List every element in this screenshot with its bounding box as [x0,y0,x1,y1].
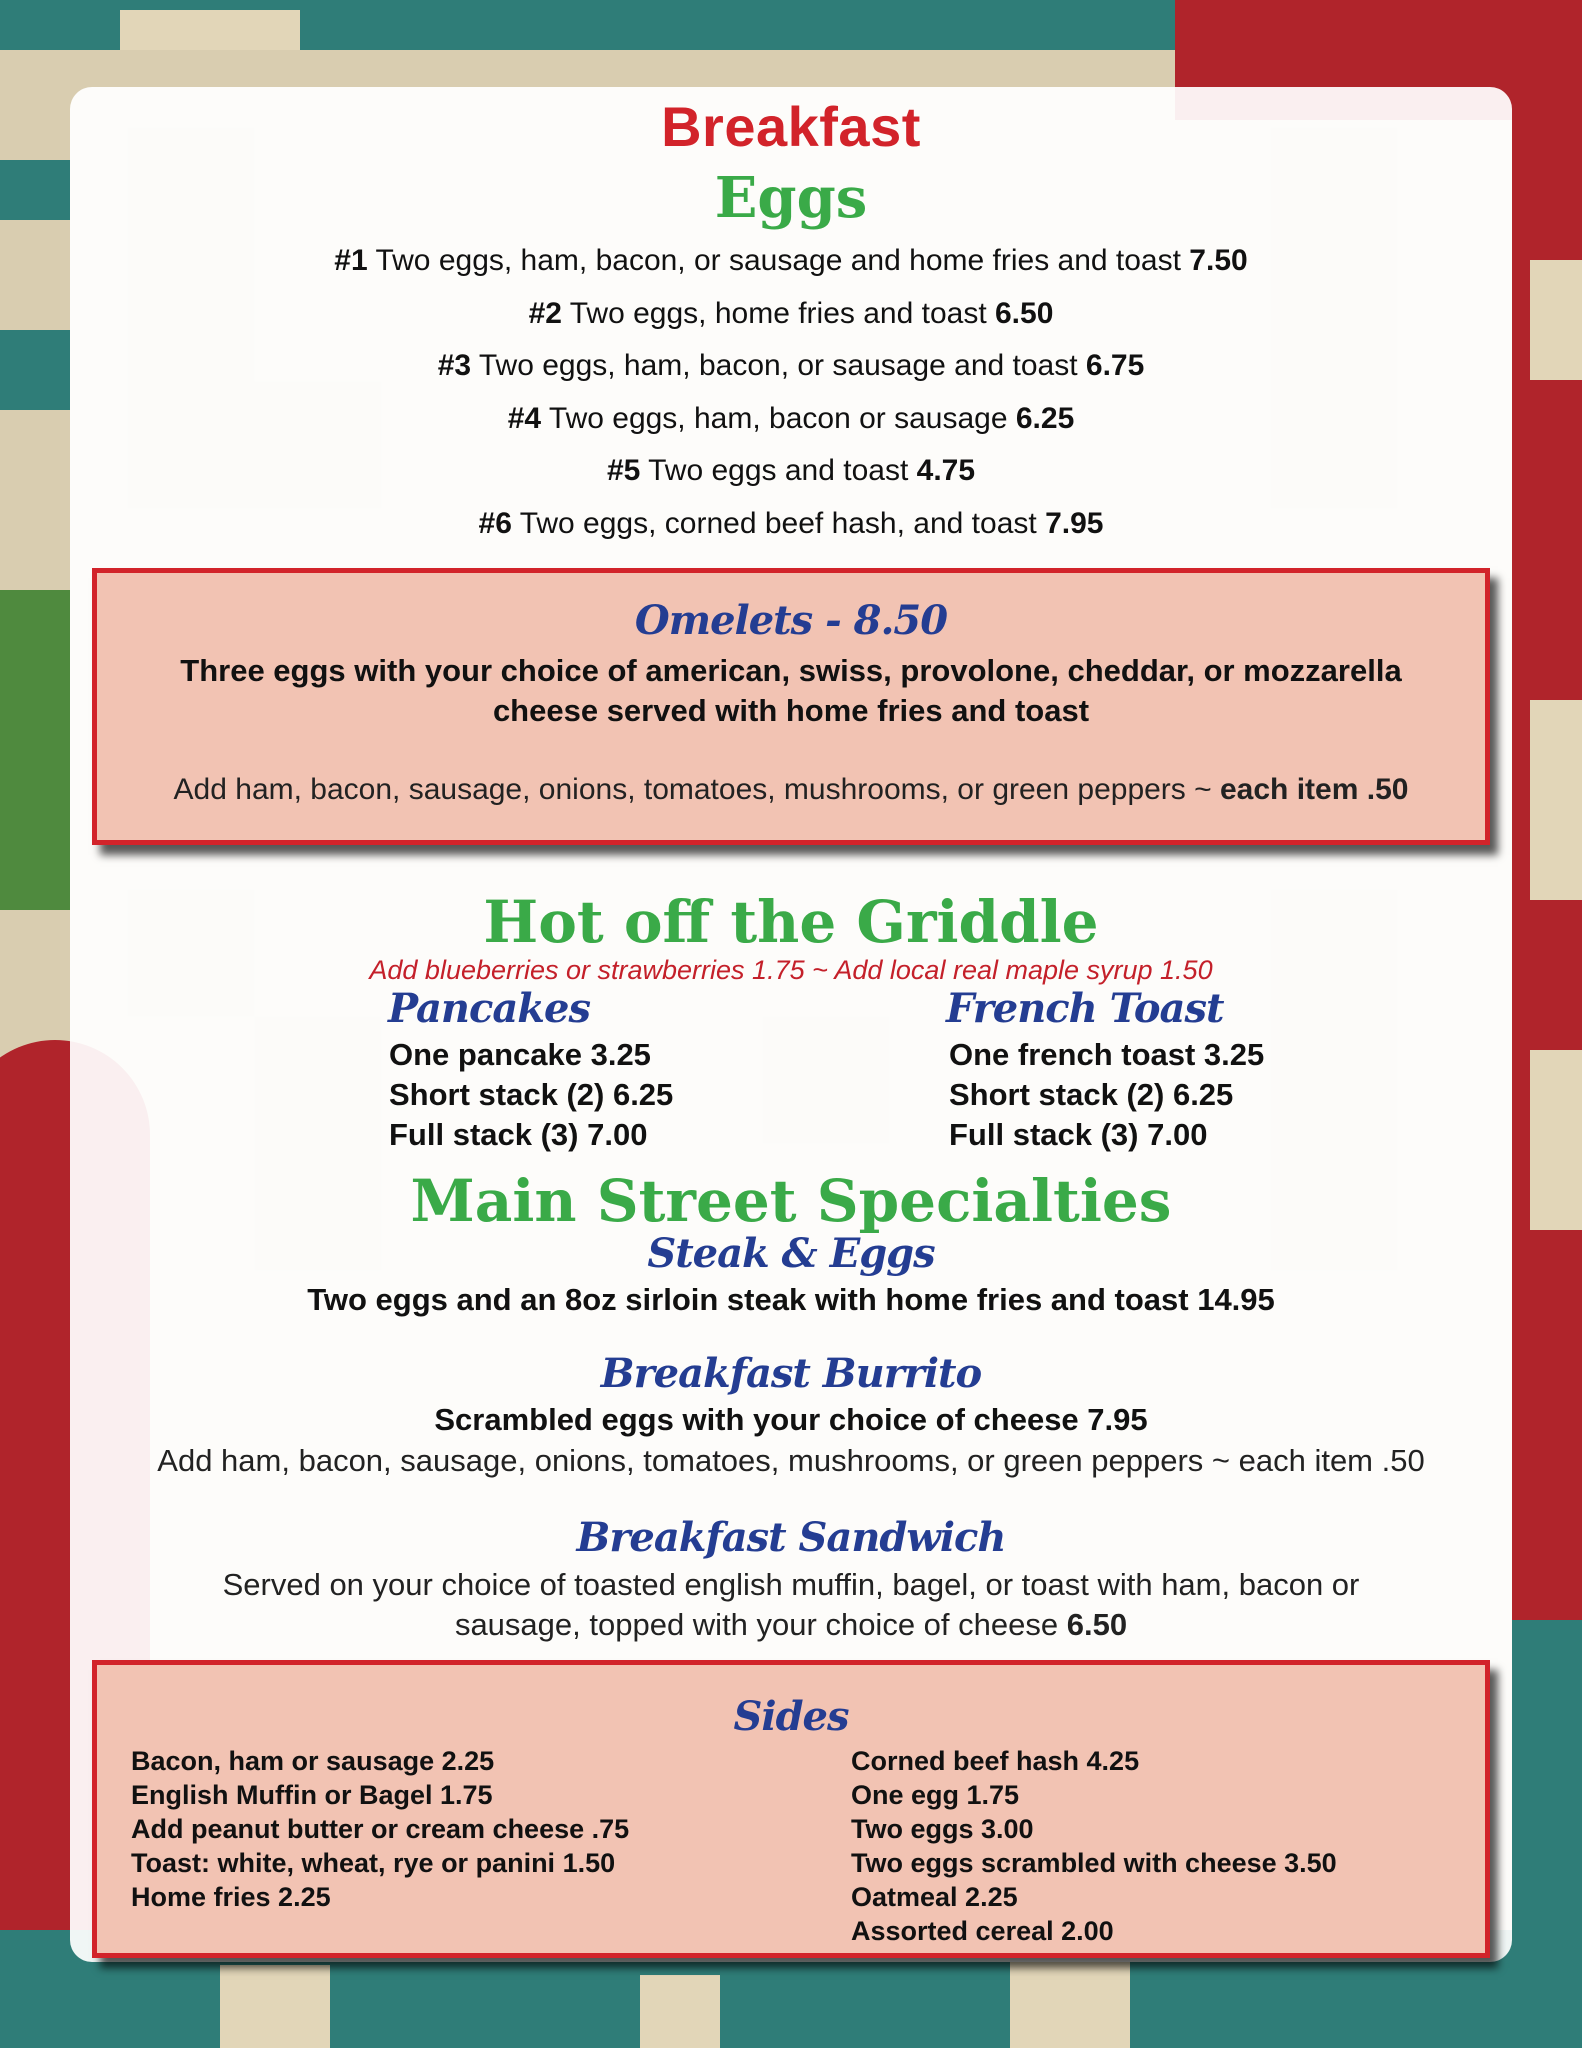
sides-box [92,1660,1490,1958]
list-item: English Muffin or Bagel 1.75 [131,1780,493,1810]
omelets-heading: Omelets - 8.50 [634,597,948,644]
bg-cream-patch [120,10,300,50]
omelets-addon-price: each item .50 [1220,773,1409,806]
list-item: Bacon, ham or sausage 2.25 [131,1746,495,1776]
item-number: #3 [437,349,472,382]
specialties-heading: Main Street Specialties [410,1167,1172,1235]
item-desc: Two eggs, ham, bacon, or sausage and home fries and toast [367,244,1190,277]
french-toast-heading: French Toast [946,985,1224,1032]
item-desc: Two eggs and toast [640,454,917,487]
item-price: 6.75 [1085,349,1145,382]
egg-item [0,454,1582,488]
pancakes-list [389,1035,673,1155]
list-item: Short stack (2) 6.25 [949,1077,1234,1112]
item-price: 7.50 [1189,244,1248,277]
egg-item [0,507,1582,541]
bg-cream-bottom-1 [220,1965,330,2048]
item-desc: Two eggs, ham, bacon or sausage [541,402,1016,435]
list-item: Toast: white, wheat, rye or panini 1.50 [131,1848,616,1878]
griddle-heading: Hot off the Griddle [483,888,1099,956]
list-item: Oatmeal 2.25 [851,1882,1018,1912]
burrito-heading: Breakfast Burrito [600,1350,982,1397]
bg-green-left [0,590,70,910]
list-item: Short stack (2) 6.25 [389,1077,674,1112]
omelets-box [92,568,1490,845]
omelets-desc-line2: cheese served with home fries and toast [492,693,1090,728]
egg-item [0,349,1582,383]
item-price: 6.25 [1015,402,1075,435]
sandwich-desc-line1: Served on your choice of toasted english muffin, bagel, or toast with ham, bacon or [222,1567,1360,1602]
griddle-note: Add blueberries or strawberries 1.75 ~ Add local real maple syrup 1.50 [369,955,1213,985]
item-price: 7.95 [1045,507,1104,540]
item-desc: Two eggs, corned beef hash, and toast [511,507,1046,540]
sandwich-desc-line2 [0,1607,1582,1643]
egg-item [0,402,1582,436]
bg-cream-bottom-3 [1010,1960,1130,2048]
egg-item [0,244,1582,278]
burrito-addon: Add ham, bacon, sausage, onions, tomatoes, mushrooms, or green peppers ~ each item .50 [157,1443,1425,1478]
steak-eggs-heading: Steak & Eggs [647,1230,935,1277]
item-price: 6.50 [995,297,1054,330]
bg-cream-right-2 [1530,700,1582,900]
steak-eggs-desc: Two eggs and an 8oz sirloin steak with home fries and toast 14.95 [307,1282,1275,1317]
list-item: Two eggs scrambled with cheese 3.50 [851,1848,1337,1878]
list-item: Assorted cereal 2.00 [851,1916,1114,1946]
sides-right-list [851,1744,1337,1948]
item-number: #1 [334,244,368,277]
item-desc: Two eggs, ham, bacon, or sausage and toast [471,349,1086,382]
list-item: Corned beef hash 4.25 [851,1746,1140,1776]
item-price: 4.75 [916,454,976,487]
list-item: Home fries 2.25 [131,1882,331,1912]
list-item: Full stack (3) 7.00 [389,1117,648,1152]
omelets-addon [97,773,1485,807]
burrito-desc: Scrambled eggs with your choice of cheese 7.95 [434,1402,1148,1437]
list-item: Add peanut butter or cream cheese .75 [131,1814,630,1844]
menu-title: Breakfast [661,95,921,158]
sides-heading: Sides [733,1693,849,1740]
list-item: Two eggs 3.00 [851,1814,1034,1844]
list-item: One pancake 3.25 [389,1037,651,1072]
omelets-desc-line1: Three eggs with your choice of american, swiss, provolone, cheddar, or mozzarella [180,653,1402,688]
omelets-addon-text: Add ham, bacon, sausage, onions, tomatoes, mushrooms, or green peppers ~ [173,773,1220,806]
item-desc: Two eggs, home fries and toast [561,297,995,330]
sandwich-price: 6.50 [1066,1607,1128,1642]
list-item: One egg 1.75 [851,1780,1020,1810]
egg-item [0,297,1582,331]
list-item: Full stack (3) 7.00 [949,1117,1208,1152]
list-item: One french toast 3.25 [949,1037,1265,1072]
item-number: #5 [606,454,641,487]
eggs-heading: Eggs [714,165,868,231]
bg-cream-bottom-2 [640,1975,720,2048]
pancakes-heading: Pancakes [388,985,590,1032]
item-number: #2 [528,297,562,330]
sandwich-desc-text: sausage, topped with your choice of cheese [454,1607,1067,1642]
sides-left-list [131,1744,629,1914]
item-number: #6 [478,507,512,540]
sandwich-heading: Breakfast Sandwich [576,1514,1006,1561]
item-number: #4 [507,402,542,435]
french-toast-list [949,1035,1264,1155]
